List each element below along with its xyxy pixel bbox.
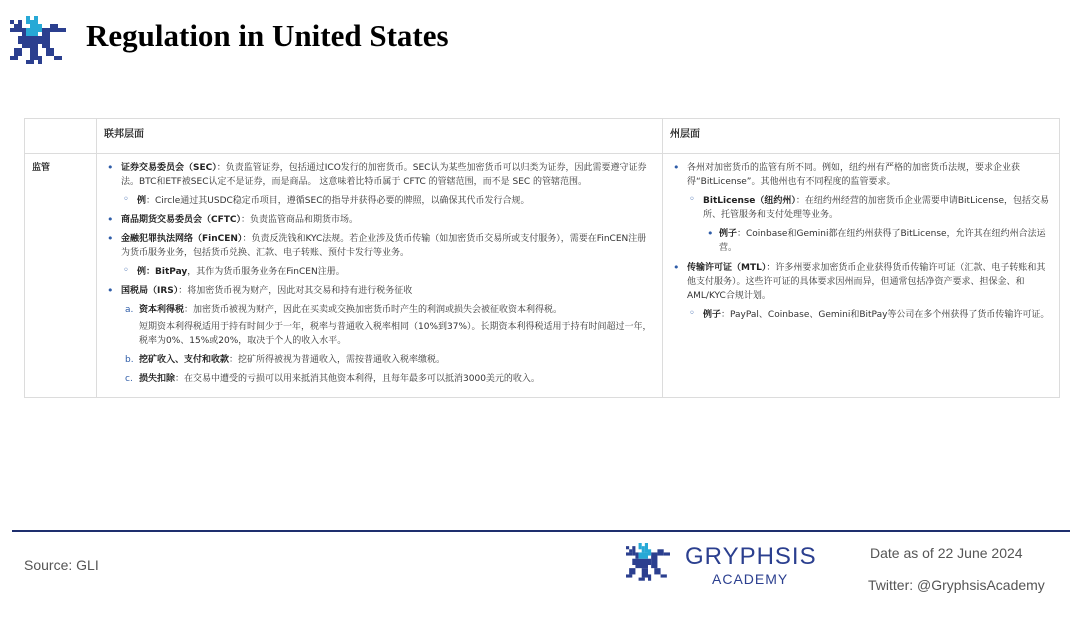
list-item-sec — [104, 161, 655, 189]
list-item-fincen — [104, 232, 655, 260]
bitlicense-example-label: 例子 — [719, 229, 738, 239]
irs-title: 国税局（IRS） — [121, 286, 179, 296]
state-intro-text: 各州对加密货币的监管有所不同。例如，纽约州有严格的加密货币法规，要求企业获得“BitLicense”。其他州也有不同程度的监管要求。 — [687, 163, 1021, 187]
irs-a-detail: 短期资本利得税适用于持有时间少于一年，税率与普通收入税率相同（10%到37%）。长期资本利得税适用于持有时间超过一年，税率为0%、15%或20%，取决于个人的收入水平。 — [139, 322, 652, 346]
state-cell — [663, 154, 1060, 398]
fincen-example-text: ，其作为货币服务业务在FinCEN注册。 — [187, 267, 345, 277]
federal-list — [104, 161, 655, 386]
irs-a-title: 资本利得税 — [139, 305, 185, 315]
list-item-state-intro — [670, 161, 1052, 189]
fincen-text: ：负责反洗钱和KYC法规。若企业涉及货币传输（如加密货币交易所或支付服务），需要在FinCEN注册为货币服务业务，包括货币兑换、汇款、电子转账、预付卡发行等业务。 — [121, 234, 647, 258]
list-item-bitlicense-example — [670, 227, 1052, 255]
item-marker-a: a. — [125, 305, 134, 315]
regulation-table — [24, 118, 1060, 398]
list-item-irs-b — [104, 353, 655, 367]
fincen-title: 金融犯罪执法网络（FinCEN） — [121, 234, 243, 244]
source-note: Source: GLI — [24, 557, 99, 573]
list-item-irs-c — [104, 372, 655, 386]
state-list — [670, 161, 1052, 322]
irs-text: ：将加密货币视为财产，因此对其交易和持有进行税务征收 — [178, 286, 413, 296]
fincen-example-label: 例：BitPay — [137, 267, 188, 277]
sec-example-text: ：Circle通过其USDC稳定币项目，遵循SEC的指导并获得必要的牌照，以确保其代币发行合规。 — [146, 196, 530, 206]
list-item-sec-example — [104, 194, 655, 208]
bitlicense-text: ：在纽约州经营的加密货币企业需要申请BitLicense，包括交易所、托管服务和支付处理等业务。 — [703, 196, 1050, 220]
irs-b-text: ：挖矿所得被视为普通收入，需按普通收入税率缴税。 — [229, 355, 446, 365]
irs-c-text: ：在交易中遭受的亏损可以用来抵消其他资本利得，且每年最多可以抵消3000美元的收入。 — [175, 374, 540, 384]
federal-cell — [97, 154, 663, 398]
item-marker-b: b. — [125, 355, 134, 365]
mtl-example-text: ：PayPal、Coinbase、Gemini和BitPay等公司在多个州获得了货币传输许可证。 — [721, 310, 1050, 320]
cftc-title: 商品期货交易委员会（CFTC） — [121, 215, 241, 225]
mtl-example-label: 例子 — [703, 310, 722, 320]
row-label: 监管 — [25, 154, 97, 398]
brand-subtitle: ACADEMY — [712, 571, 789, 587]
item-marker-c: c. — [125, 374, 133, 384]
date-note: Date as of 22 June 2024 — [870, 545, 1023, 561]
list-item-bitlicense — [670, 194, 1052, 222]
header-cell-state: 州层面 — [663, 119, 1060, 154]
footer-divider — [12, 530, 1070, 532]
gryphon-logo-icon — [10, 16, 66, 72]
irs-c-title: 损失扣除 — [139, 374, 176, 384]
list-item-irs — [104, 284, 655, 298]
sec-text: ：负责监管证券，包括通过ICO发行的加密货币。SEC认为某些加密货币可以归类为证券，因此需要遵守证券法。BTC和ETF被SEC认定不是证券，而是商品。 这意味着比特币属于 CFTC 的管辖范围，而不是 SEC 的管辖范围。 — [121, 163, 647, 187]
cftc-text: ：负责监管商品和期货市场。 — [241, 215, 359, 225]
irs-a-text: ：加密货币被视为财产，因此在买卖或交换加密货币时产生的利润或损失会被征收资本利得税。 — [184, 305, 563, 315]
brand-name: GRYPHSIS — [685, 543, 817, 570]
header-cell-federal: 联邦层面 — [97, 119, 663, 154]
irs-b-title: 挖矿收入、支付和收款 — [139, 355, 230, 365]
sec-example-label: 例 — [137, 196, 147, 206]
bitlicense-example-text: ：Coinbase和Gemini都在纽约州获得了BitLicense，允许其在纽约州合法运营。 — [719, 229, 1046, 253]
mtl-title: 传输许可证（MTL） — [687, 263, 767, 273]
mtl-text: ：许多州要求加密货币企业获得货币传输许可证（汇款、电子转账和其他支付服务）。这些许可证的具体要求因州而异，但通常包括净资产要求、担保金、和AML/KYC合规计划。 — [687, 263, 1046, 301]
page-title: Regulation in United States — [86, 18, 449, 53]
table-row-regulation — [25, 154, 1060, 398]
list-item-mtl-example — [670, 308, 1052, 322]
list-item-cftc — [104, 213, 655, 227]
sec-title: 证券交易委员会（SEC） — [121, 163, 217, 173]
gryphon-brand-icon — [626, 543, 670, 587]
table-header-row — [25, 119, 1060, 154]
list-item-irs-a — [104, 303, 655, 348]
header-cell-empty — [25, 119, 97, 154]
twitter-handle: Twitter: @GryphsisAcademy — [868, 577, 1045, 593]
list-item-fincen-example — [104, 265, 655, 279]
list-item-mtl — [670, 261, 1052, 303]
bitlicense-title: BitLicense（纽约州） — [703, 196, 796, 206]
